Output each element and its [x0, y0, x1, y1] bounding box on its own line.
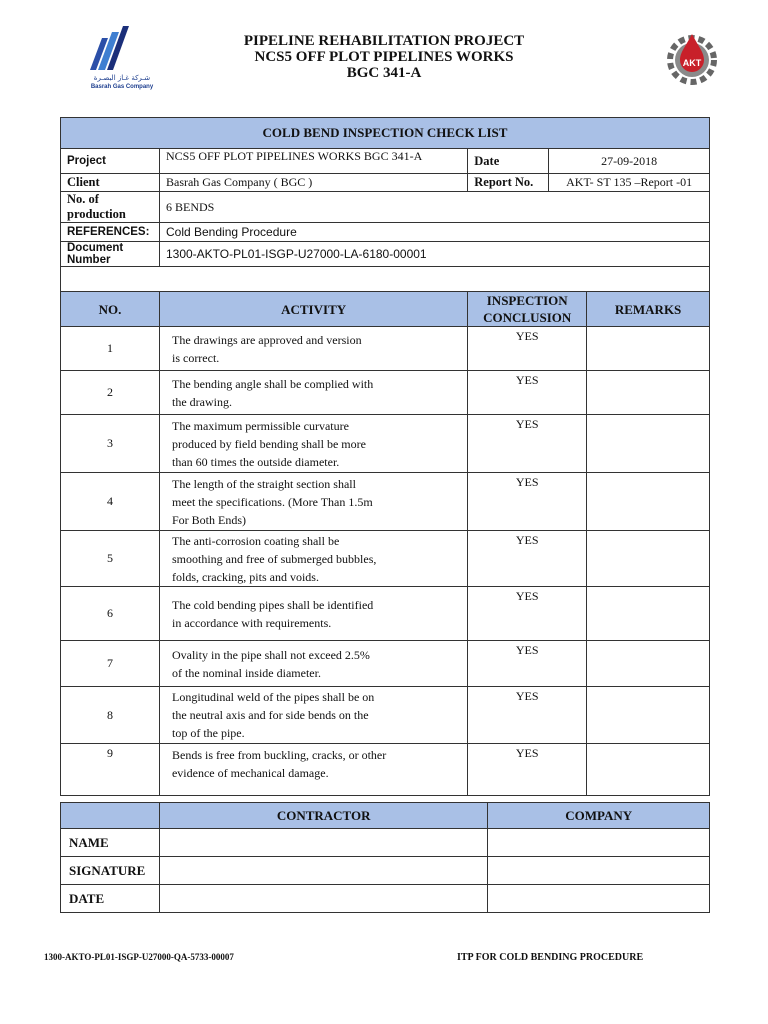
activity-line: produced by field bending shall be more [171, 436, 366, 451]
row-inspection-result: YES [468, 327, 587, 371]
row-activity [159, 473, 467, 531]
activity-line: in accordance with requirements. [171, 615, 332, 630]
row-remarks [587, 744, 710, 796]
client-value: Basrah Gas Company ( BGC ) [159, 174, 467, 192]
column-header-conclusion-line-1: INSPECTION [486, 293, 568, 308]
activity-line: than 60 times the outside diameter. [171, 454, 340, 469]
row-remarks [587, 473, 710, 531]
document-header [200, 33, 568, 81]
activity-line: the neutral axis and for side bends on the [171, 708, 369, 722]
row-inspection-result: YES [468, 744, 587, 796]
activity-line: The cold bending pipes shall be identified [171, 597, 374, 612]
checklist-header-row [61, 292, 710, 327]
row-remarks [587, 641, 710, 687]
row-activity [159, 641, 467, 687]
row-activity [159, 531, 467, 587]
signoff-body [61, 829, 710, 913]
row-activity [159, 415, 467, 473]
checklist-row [61, 641, 710, 687]
logo-arabic-text: شـركة غـاز البصـرة [93, 74, 151, 82]
project-label: Project [61, 149, 160, 174]
activity-line: Ovality in the pipe shall not exceed 2.5% [171, 647, 370, 662]
production-label: No. of production [61, 192, 160, 223]
row-remarks [587, 327, 710, 371]
row-remarks [587, 587, 710, 641]
signoff-table [60, 802, 710, 913]
signoff-header-blank [61, 803, 160, 829]
contractor-entry [159, 885, 487, 913]
activity-line: folds, cracking, pits and voids. [171, 569, 319, 584]
row-remarks [587, 531, 710, 587]
project-value: NCS5 OFF PLOT PIPELINES WORKS BGC 341-A [159, 149, 467, 174]
activity-line: The maximum permissible curvature [171, 418, 349, 433]
activity-line: of the nominal inside diameter. [171, 665, 321, 680]
checklist-row [61, 744, 710, 796]
date-label: Date [468, 149, 549, 174]
row-remarks [587, 687, 710, 744]
signoff-row-label: SIGNATURE [61, 857, 160, 885]
activity-line: For Both Ends) [171, 512, 246, 527]
row-number: 7 [61, 641, 160, 687]
header-line-3: BGC 341-A [346, 65, 422, 81]
column-header-no: NO. [61, 292, 160, 327]
contractor-entry [159, 829, 487, 857]
signoff-row-label: NAME [61, 829, 160, 857]
header-line-2: NCS5 OFF PLOT PIPELINES WORKS [254, 49, 514, 65]
footer-document-number: 1300-AKTO-PL01-ISGP-U27000-QA-5733-00007 [44, 952, 234, 962]
row-activity [159, 587, 467, 641]
activity-line: Bends is free from buckling, cracks, or other [171, 748, 387, 762]
checklist-body [61, 327, 710, 796]
checklist-row [61, 587, 710, 641]
activity-line: Longitudinal weld of the pipes shall be on [171, 690, 375, 704]
akt-gear-logo-mark [664, 30, 720, 86]
spacer-row [61, 267, 710, 292]
basrah-gas-logo [60, 22, 170, 102]
company-entry [488, 829, 710, 857]
activity-line: smoothing and free of submerged bubbles, [171, 551, 377, 566]
contractor-header: CONTRACTOR [159, 803, 487, 829]
akt-logo [664, 30, 720, 86]
activity-line: meet the specifications. (More Than 1.5m [171, 494, 373, 509]
checklist-title: COLD BEND INSPECTION CHECK LIST [61, 118, 710, 149]
signoff-row [61, 829, 710, 857]
row-inspection-result: YES [468, 415, 587, 473]
activity-line: is correct. [171, 350, 220, 365]
column-header-activity: ACTIVITY [159, 292, 467, 327]
row-inspection-result: YES [468, 531, 587, 587]
checklist-row [61, 415, 710, 473]
report-label: Report No. [468, 174, 549, 192]
row-inspection-result: YES [468, 641, 587, 687]
activity-line: The drawings are approved and version [171, 332, 362, 347]
checklist-row [61, 473, 710, 531]
column-header-conclusion-line-2: CONCLUSION [483, 310, 572, 325]
client-label: Client [61, 174, 160, 192]
header-line-1: PIPELINE REHABILITATION PROJECT [243, 33, 525, 49]
signoff-row [61, 857, 710, 885]
row-inspection-result: YES [468, 687, 587, 744]
row-number: 5 [61, 531, 160, 587]
references-value: Cold Bending Procedure [159, 223, 709, 242]
signoff-row [61, 885, 710, 913]
checklist-row [61, 327, 710, 371]
row-activity [159, 687, 467, 744]
signoff-row-label: DATE [61, 885, 160, 913]
activity-line: the drawing. [171, 394, 232, 409]
company-entry [488, 885, 710, 913]
activity-line: evidence of mechanical damage. [171, 766, 329, 780]
report-value: AKT- ST 135 –Report -01 [549, 174, 710, 192]
row-remarks [587, 371, 710, 415]
checklist-row [61, 531, 710, 587]
activity-line: The bending angle shall be complied with [171, 376, 374, 391]
row-number: 8 [61, 687, 160, 744]
akt-logo-text: AKT [682, 58, 702, 68]
basrah-gas-logo-mark [86, 24, 130, 74]
row-number: 3 [61, 415, 160, 473]
checklist-row [61, 687, 710, 744]
activity-line: top of the pipe. [171, 726, 245, 740]
row-activity [159, 371, 467, 415]
date-value: 27-09-2018 [549, 149, 710, 174]
row-inspection-result: YES [468, 473, 587, 531]
footer-title: ITP FOR COLD BENDING PROCEDURE [457, 952, 644, 963]
row-activity [159, 327, 467, 371]
row-number: 6 [61, 587, 160, 641]
row-inspection-result: YES [468, 371, 587, 415]
production-value: 6 BENDS [159, 192, 709, 223]
company-entry [488, 857, 710, 885]
checklist-row [61, 371, 710, 415]
row-activity [159, 744, 467, 796]
row-remarks [587, 415, 710, 473]
inspection-checklist-table [60, 117, 710, 796]
logo-english-text: Basrah Gas Company [90, 84, 154, 90]
row-number: 2 [61, 371, 160, 415]
row-number: 4 [61, 473, 160, 531]
company-header: COMPANY [488, 803, 710, 829]
document-number-value: 1300-AKTO-PL01-ISGP-U27000-LA-6180-00001 [159, 242, 709, 267]
row-inspection-result: YES [468, 587, 587, 641]
document-number-label: Document Number [61, 242, 160, 267]
row-number: 1 [61, 327, 160, 371]
contractor-entry [159, 857, 487, 885]
column-header-remarks: REMARKS [587, 292, 710, 327]
activity-line: The length of the straight section shall [171, 476, 356, 491]
column-header-inspection-conclusion [468, 292, 587, 327]
references-label: REFERENCES: [61, 223, 160, 242]
activity-line: The anti-corrosion coating shall be [171, 533, 340, 548]
row-number: 9 [61, 744, 160, 796]
